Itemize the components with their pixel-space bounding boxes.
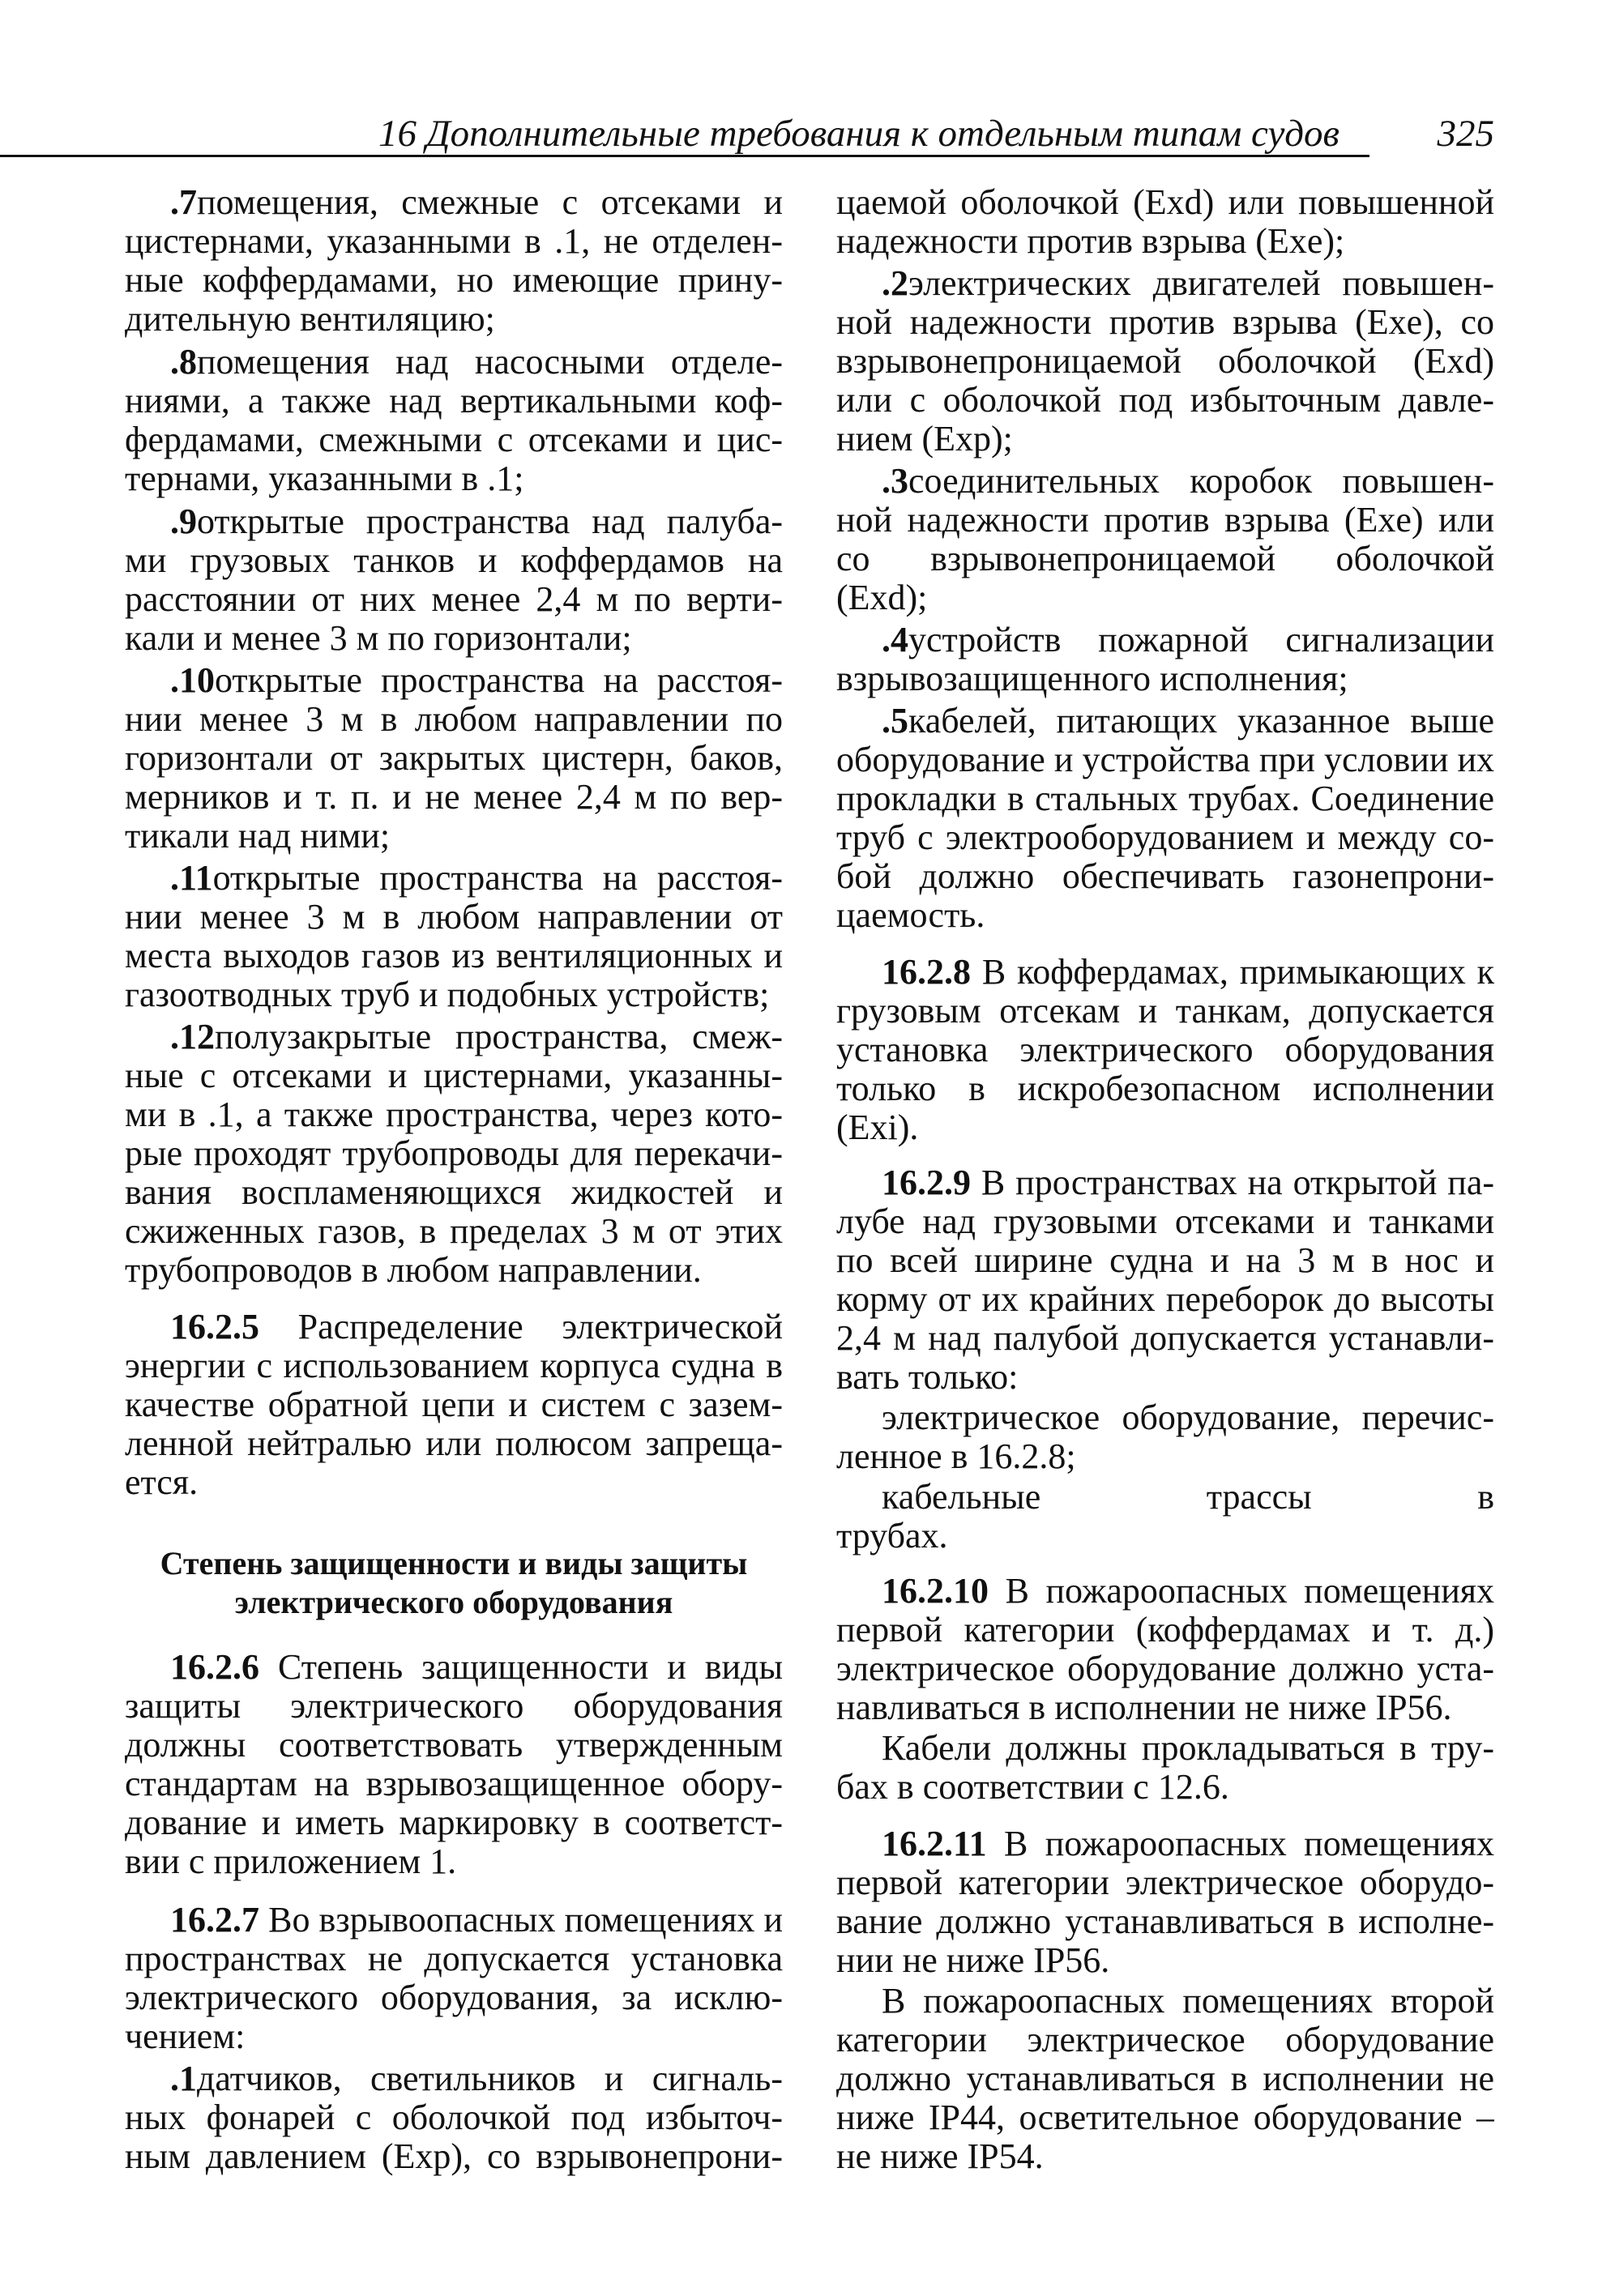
document-page: 16 Дополнительные требования к отдельным типам судов 325 .7помещения, смежные с отсеками и цистернами, указанными в .1, не отделен- ные коффердамами, но имеющие прину- дительную вентиляцию; .8помещения над насосными отделе- ниями, а также над вертикальными коф- фердамами, смежными с отсеками и цис- тернами, указанными в .1; .9открытые пространства над палуба- ми грузовых танков и коффердамов на расстоянии от них менее 2,4 м по верти- кали и менее 3 м по горизонтали; .10открытые пространства на расстоя- нии менее 3 м в любом направлении по горизонтали от закрытых цистерн, баков, мерников и т. п. и не менее 2,4 м по вер- тикали над ними; .11открытые пространства на расстоя- нии менее 3 м в любом направлении от места выходов газов из вентиляционных и газоотводных труб и подобных устройств; .12полузакрытые пространства, смеж- ные с отсеками и цистернами, указанны- ми в .1, а также пространства, через кото- рые проходят трубопроводы для перекачи- вания воспламеняющихся жидкостей и сжиженных газов, в пределах 3 м от этих трубопроводов в любом направлении. 16.2.5 Распределение электрической энергии с использованием корпуса судна в качестве обратной цепи и систем с зазем- ленной нейтралью или полюсом запреща- ется. Степень защищенности и виды защиты электрического оборудования 16.2.6 Степень защищенности и виды защиты электрического оборудования должны соответствовать утвержденным стандартам на взрывозащищенное обору- дование и иметь маркировку в соответст- вии с приложением 1. 16.2.7 Во взрывоопасных помещениях и пространствах не допускается установка электрического оборудования, за исклю- чением: .1датчиков, светильников и сигналь- ных фонарей с оболочкой под избыточ- ным давлением (Exp), со взрывонепрони- цаемой оболочкой (Exd) или повышенной надежности против взрыва (Exe); .2электрических двигателей повышен- ной надежности против взрыва (Exe), со взрывонепроницаемой оболочкой (Exd) или с оболочкой под избыточным давле- нием (Exp); .3соединительных коробок повышен- ной надежности против взрыва (Exe) или со взрывонепроницаемой оболочкой (Exd); .4устройств пожарной сигнализации взрывозащищенного исполнения; .5кабелей, питающих указанное выше оборудование и устройства при условии их прокладки в стальных трубах. Соединение труб с электрооборудованием и между со- бой должно обеспечивать газонепрони- цаемость. 16.2.8 В коффердамах, примыкающих к грузовым отсекам и танкам, допускается установка электрического оборудования только в искробезопасном исполнении (Exi). 16.2.9 В пространствах на открытой па- лубе над грузовыми отсеками и танками по всей ширине судна и на 3 м в нос и корму от их крайних переборок до высоты 2,4 м над палубой допускается устанавли- вать только: электрическое оборудование, перечис- ленное в 16.2.8; кабельные трассы в трубах. 16.2.10 В пожароопасных помещениях первой категории (коффердамах и т. д.) электрическое оборудование должно уста- навливаться в исполнении не ниже IP56. Кабели должны прокладываться в тру- бах в соответствии с 12.6. 16.2.11 В пожароопасных помещениях первой категории электрическое оборудо- вание должно устанавливаться в исполне- нии не ниже IP56. В пожароопасных помещениях второй категории электрическое оборудование должно устанавливаться в исполнении не ниже IP44, осветительное оборудование – не ниже IP54. — [0, 0, 1598, 2296]
page-number: 325 — [1437, 113, 1494, 155]
header-rule — [0, 155, 1369, 157]
header-title: 16 Дополнительные требования к отдельным типам судов — [378, 113, 1340, 155]
running-header — [125, 112, 1494, 160]
